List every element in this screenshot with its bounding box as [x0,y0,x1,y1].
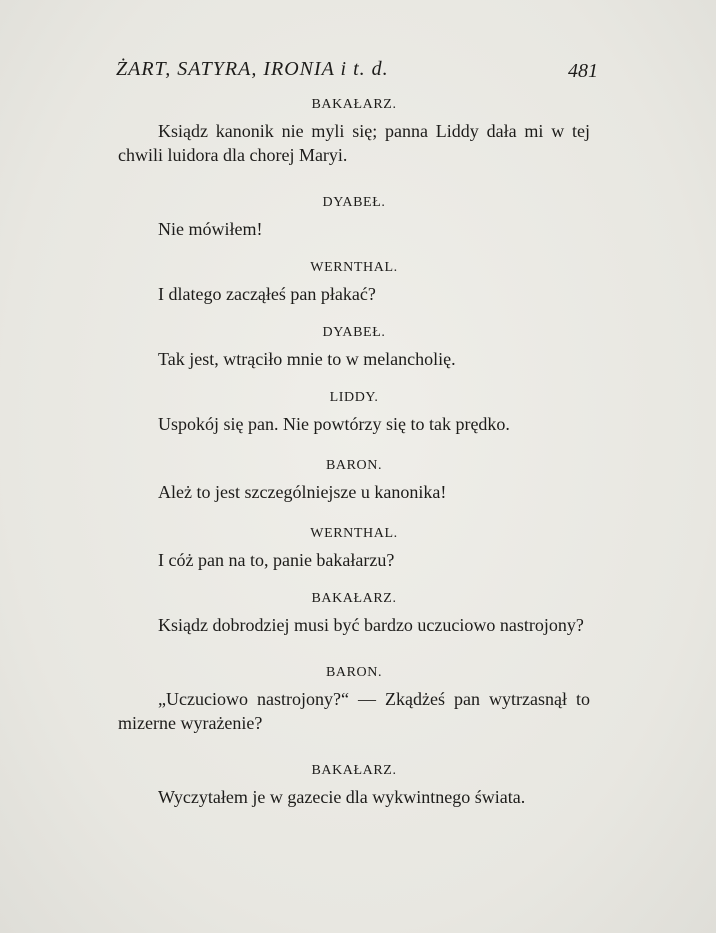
speaker-name: WERNTHAL. [310,260,398,275]
speaker-name: DYABEŁ. [322,195,386,210]
dialogue-line: Wyczytałem je w gazecie dla wykwintnego świata. [158,787,526,807]
speaker-name: WERNTHAL. [310,526,398,541]
dialogue-line: I dlatego zacząłeś pan płakać? [158,284,376,304]
dialogue-line: „Uczuciowo nastrojony?“ — Zkądżeś pan wytrzasnął to mizerne wyrażenie? [118,689,590,733]
dialogue-text [118,97,590,809]
dialogue-line: Uspokój się pan. Nie powtórzy się to tak prędko. [158,414,510,434]
dialogue-line: Ksiądz dobrodziej musi być bardzo uczuciowo nastrojony? [158,615,584,635]
running-title: ŻART, SATYRA, IRONIA i t. d. [116,58,389,80]
dialogue-line: I cóż pan na to, panie bakałarzu? [158,550,395,570]
speaker-name: BARON. [325,665,383,680]
speaker-name: DYABEŁ. [322,325,386,340]
speaker-name: BARON. [325,458,383,473]
speaker-name: BAKAŁARZ. [311,591,397,606]
dialogue-line: Ksiądz kanonik nie myli się; panna Liddy dała mi w tej chwili luidora dla chorej Maryi. [118,121,590,165]
speaker-name: BAKAŁARZ. [311,763,397,778]
speaker-name: LIDDY. [329,390,379,405]
dialogue-line: Nie mówiłem! [158,219,263,239]
speaker-name: BAKAŁARZ. [311,97,397,112]
dialogue-line: Tak jest, wtrąciło mnie to w melancholię. [158,349,456,369]
dialogue-line: Ależ to jest szczególniejsze u kanonika! [158,482,447,502]
page-number: 481 [568,60,598,82]
